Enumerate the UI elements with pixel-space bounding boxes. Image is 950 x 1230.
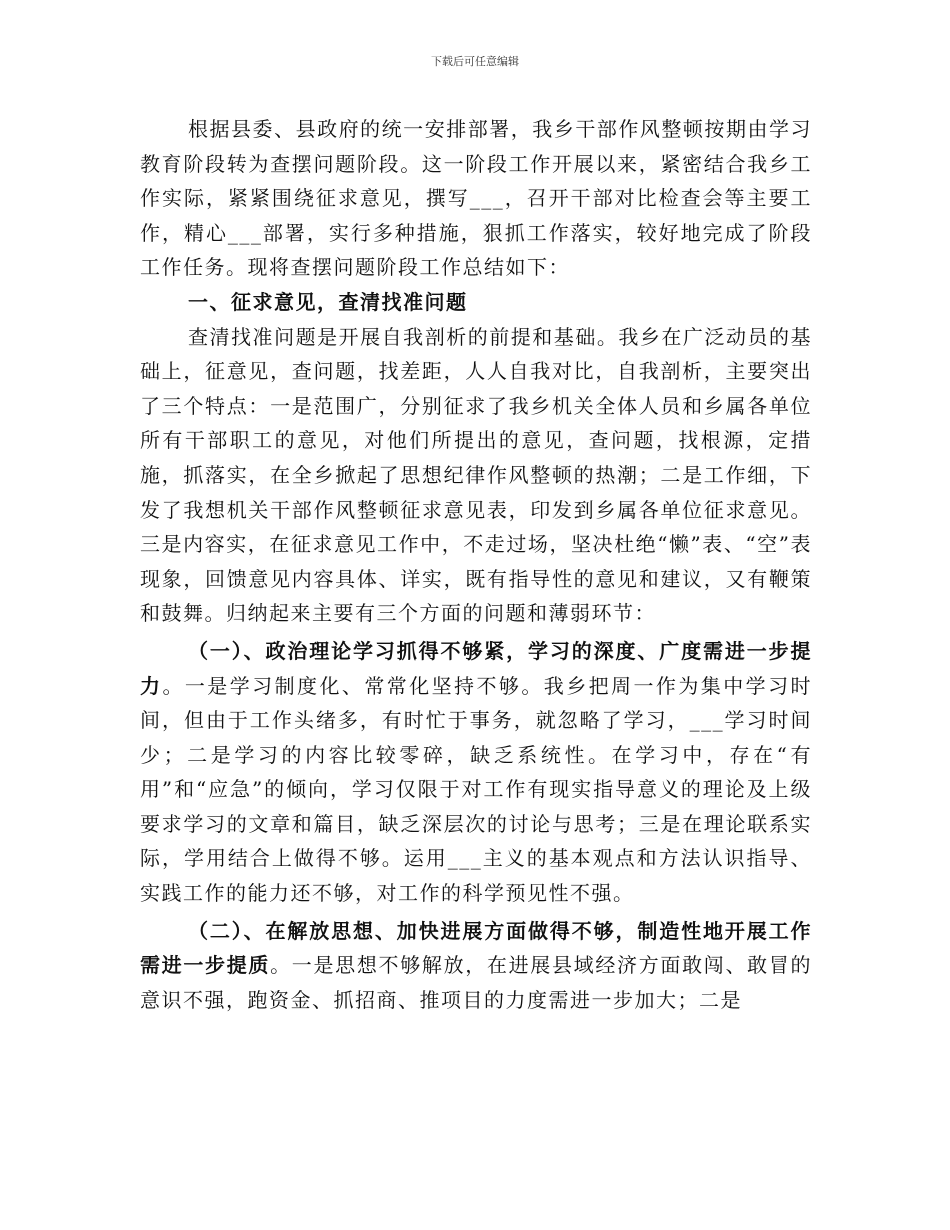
document-body [140,112,812,1017]
intro-paragraph: 根据县委、县政府的统一安排部署，我乡干部作风整顿按期由学习教育阶段转为查摆问题阶段。这一阶段工作开展以来，紧密结合我乡工作实际，紧紧围绕征求意见，撰写___，召开干部对比检查会等主要工作，精心___部署，实行多种措施，狠抓工作落实，较好地完成了阶段工作任务。现将查摆问题阶段工作总结如下： [140,117,812,280]
item-2-lead: （二）、在解放思想、加快进展方面做得不够，制造性地开展工作需进一步提质 [140,918,812,978]
item-2-paragraph [140,914,812,1018]
item-1-body: 。一是学习制度化、常常化坚持不够。我乡把周一作为集中学习时间，但由于工作头绪多，有时忙于事务，就忽略了学习，___学习时间少；二是学习的内容比较零碎，缺乏系统性。在学习中，存在“有用”和“应急”的倾向，学习仅限于对工作有现实指导意义的理论及上级要求学习的文章和篇目，缺乏深层次的讨论与思考；三是在理论联系实际，学用结合上做得不够。运用___主义的基本观点和方法认识指导、实践工作的能力还不够，对工作的科学预见性不强。 [140,673,813,906]
page-header: 下载后可任意编辑 [431,55,519,68]
item-2-body: 。一是思想不够解放，在进展县域经济方面敢闯、敢冒的意识不强，跑资金、抓招商、推项目的力度需进一步加大；二是 [140,953,813,1012]
section-heading: 一、征求意见，查清找准问题 [188,289,468,314]
item-1-paragraph [140,634,812,911]
item-1-lead: （一）、政治理论学习抓得不够紧，学习的深度、广度需进一步提力 [140,638,812,698]
section-body-paragraph: 查清找准问题是开展自我剖析的前提和基础。我乡在广泛动员的基础上，征意见，查问题，找差距，人人自我对比，自我剖析，主要突出了三个特点：一是范围广，分别征求了我乡机关全体人员和乡属各单位所有干部职工的意见，对他们所提出的意见，查问题，找根源，定措施，抓落实，在全乡掀起了思想纪律作风整顿的热潮；二是工作细，下发了我想机关干部作风整顿征求意见表，印发到乡属各单位征求意见。三是内容实，在征求意见工作中，不走过场，坚决杜绝“懒”表、“空”表现象，回馈意见内容具体、详实，既有指导性的意见和建议，又有鞭策和鼓舞。归纳起来主要有三个方面的问题和薄弱环节： [140,324,812,626]
